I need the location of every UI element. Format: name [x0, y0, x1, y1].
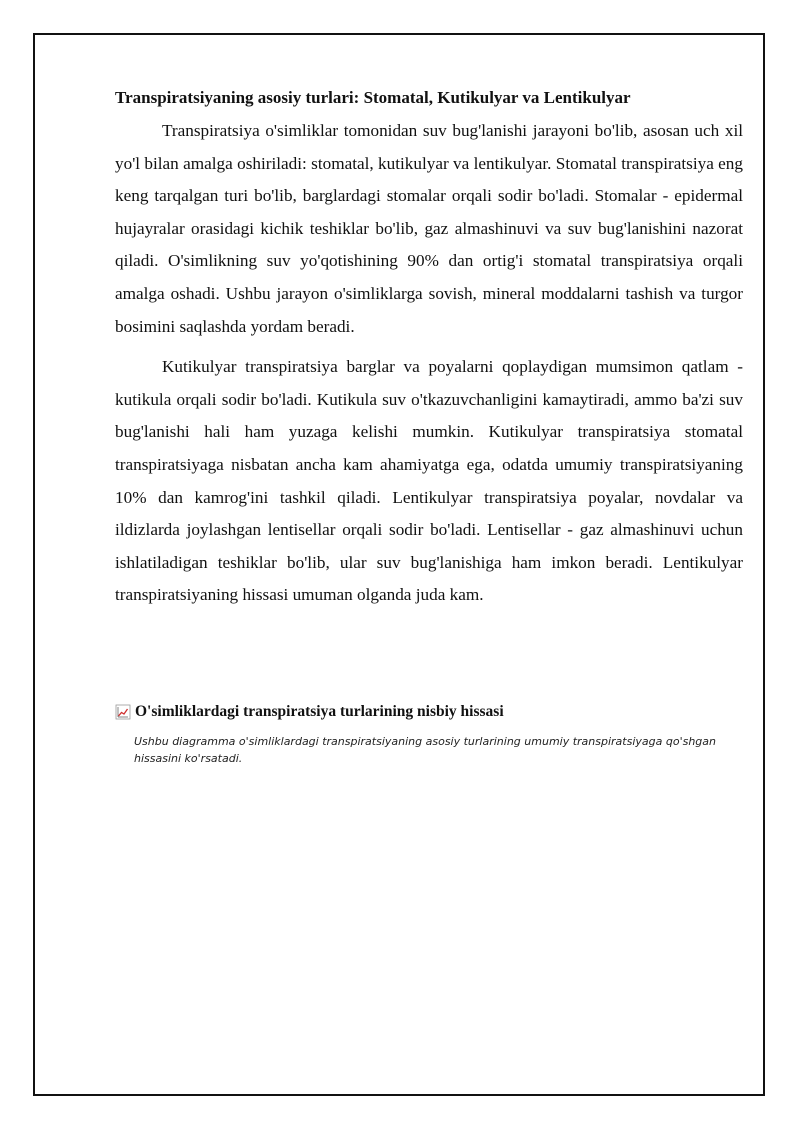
chart-increasing-icon	[115, 704, 131, 720]
figure-title-row	[115, 701, 735, 723]
section-heading: Transpiratsiyaning asosiy turlari: Stomatal, Kutikulyar va Lentikulyar	[115, 88, 631, 107]
paragraph-stomatal: Transpiratsiya o'simliklar tomonidan suv bug'lanishi jarayoni bo'lib, asosan uch xil yo'l bilan amalga oshiriladi: stomatal, kutikulyar va lentikulyar. Stomatal transpiratsiya eng keng tarqalgan turi bo'lib, barglardagi stomalar orqali sodir bo'ladi. Stomalar - epidermal hujayralar orasidagi kichik teshiklar bo'lib, gaz almashinuvi va suv bug'lanishini nazorat qiladi. O'simlikning suv yo'qotishining 90% dan ortig'i stomatal transpiratsiya orqali amalga oshadi. Ushbu jarayon o'simliklarga sovish, mineral moddalarni tashish va turgor bosimini saqlashda yordam beradi.	[115, 121, 743, 336]
figure-title: O'simliklardagi transpiratsiya turlarining nisbiy hissasi	[135, 703, 504, 720]
paragraph-cuticular-lenticular: Kutikulyar transpiratsiya barglar va poyalarni qoplaydigan mumsimon qatlam - kutikula orqali sodir bo'ladi. Kutikula suv o'tkazuvchanligini kamaytiradi, ammo ba'zi suv bug'lanishi hali ham yuzaga kelishi mumkin. Kutikulyar transpiratsiya stomatal transpiratsiyaga nisbatan ancha kam ahamiyatga ega, odatda umumiy transpiratsiyaning 10% dan kamrog'ini tashkil qiladi. Lentikulyar transpiratsiya poyalar, novdalar va ildizlarda joylashgan lentisellar orqali sodir bo'ladi. Lentisellar - gaz almashinuvi uchun ishlatiladigan teshiklar bo'lib, ular suv bug'lanishiga ham imkon beradi. Lentikulyar transpiratsiyaning hissasi umuman olganda juda kam.	[115, 357, 743, 605]
figure-caption: Ushbu diagramma o'simliklardagi transpiratsiyaning asosiy turlarining umumiy transpiratsiyaga qo'shgan hissasini ko'rsatadi.	[134, 735, 717, 765]
document-body	[115, 85, 743, 620]
